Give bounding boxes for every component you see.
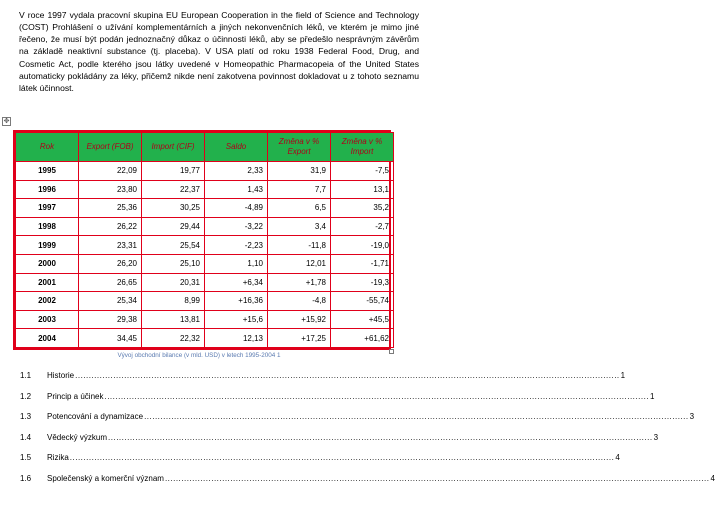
table-caption: Vývoj obchodní bilance (v mld. USD) v letech 1995-2004 1 [117, 352, 281, 359]
trade-balance-table-frame [13, 130, 391, 350]
toc-entry-number: 1.5 [20, 453, 32, 462]
value-cell: 3,4 [268, 217, 331, 236]
value-cell: 20,31 [142, 273, 205, 292]
value-cell: -19,3 [331, 273, 394, 292]
value-cell: 22,32 [142, 329, 205, 348]
table-body [16, 162, 394, 348]
column-header: Změna v % Import [331, 133, 394, 162]
year-cell: 1996 [16, 180, 79, 199]
toc-entry[interactable] [20, 453, 620, 474]
value-cell: 13,81 [142, 310, 205, 329]
table-move-handle-icon[interactable]: ✥ [3, 118, 10, 125]
table-row [16, 310, 394, 329]
toc-entry-page: 1 [650, 391, 655, 401]
table-row [16, 217, 394, 236]
value-cell: 34,45 [79, 329, 142, 348]
value-cell: 8,99 [142, 292, 205, 311]
table-header-row [16, 133, 394, 162]
value-cell: 25,34 [79, 292, 142, 311]
column-header: Změna v % Export [268, 133, 331, 162]
value-cell: 31,9 [268, 162, 331, 181]
toc-entry-number: 1.3 [20, 412, 32, 421]
value-cell: +1,78 [268, 273, 331, 292]
value-cell: +45,5 [331, 310, 394, 329]
toc-leader-dots: ........................................................................................................................................................................................................ [69, 453, 615, 462]
toc-entry-page: 4 [615, 453, 620, 462]
toc-entry-page: 4 [710, 473, 715, 483]
value-cell: 26,65 [79, 273, 142, 292]
value-cell: -2,23 [205, 236, 268, 255]
table-row [16, 273, 394, 292]
toc-entry[interactable] [20, 391, 655, 413]
toc-entry-title: Princip a účinek [47, 391, 104, 401]
value-cell: -3,22 [205, 217, 268, 236]
value-cell: +61,62 [331, 329, 394, 348]
value-cell: 12,01 [268, 254, 331, 273]
intro-paragraph: V roce 1997 vydala pracovní skupina EU European Cooperation in the field of Science and Technology (COST) Prohlášení o užívání komplementárních a jiných nekonvenčních léků, ve kterém je mimo jiné řečeno, že musí být podán jednoznačný důkaz o účinnosti léků, aby se předešlo nesprávným závěrům na základě neaktivní substance (tj. placeba). V USA platí od roku 1938 Federal Food, Drug, and Cosmetic Act, podle kterého jsou látky uvedené v Homeopathic Pharmacopeia of the United States automaticky pokládány za léky, přičemž nikde není zakotvena povinnost dokladovat u z tohoto seznamu látek účinnost. [19, 10, 419, 93]
table-row [16, 162, 394, 181]
value-cell: 25,36 [79, 199, 142, 218]
table-resize-handle-icon[interactable] [389, 349, 394, 354]
toc-entry-page: 3 [689, 412, 695, 421]
toc-leader-dots: ........................................................................................................................................................................................................ [75, 371, 620, 380]
value-cell: 25,10 [142, 254, 205, 273]
toc-entry-title: Rizika [47, 453, 69, 462]
value-cell: -55,74 [331, 292, 394, 311]
value-cell: 22,37 [142, 180, 205, 199]
value-cell: 6,5 [268, 199, 331, 218]
value-cell: 23,31 [79, 236, 142, 255]
column-header: Rok [16, 133, 79, 162]
toc-entry[interactable] [20, 412, 695, 433]
value-cell: 2,33 [205, 162, 268, 181]
value-cell: +15,6 [205, 310, 268, 329]
value-cell: -1,71 [331, 254, 394, 273]
value-cell: -4,89 [205, 199, 268, 218]
value-cell: -11,8 [268, 236, 331, 255]
year-cell: 1995 [16, 162, 79, 181]
value-cell: 29,38 [79, 310, 142, 329]
year-cell: 2000 [16, 254, 79, 273]
year-cell: 2003 [16, 310, 79, 329]
toc-entry-title: Společenský a komerční význam [47, 473, 164, 483]
year-cell: 2004 [16, 329, 79, 348]
value-cell: 30,25 [142, 199, 205, 218]
column-header: Saldo [205, 133, 268, 162]
year-cell: 2002 [16, 292, 79, 311]
value-cell: 26,20 [79, 254, 142, 273]
value-cell: +6,34 [205, 273, 268, 292]
value-cell: +15,92 [268, 310, 331, 329]
year-cell: 1999 [16, 236, 79, 255]
toc-entry-number: 1.4 [20, 432, 32, 442]
toc-entry-title: Historie [47, 371, 75, 380]
value-cell: 22,09 [79, 162, 142, 181]
table-row [16, 254, 394, 273]
value-cell: 13,1 [331, 180, 394, 199]
year-cell: 2001 [16, 273, 79, 292]
value-cell: 26,22 [79, 217, 142, 236]
toc-entry-page: 3 [653, 432, 659, 442]
toc-entry-number: 1.6 [20, 473, 32, 483]
value-cell: +16,36 [205, 292, 268, 311]
value-cell: 1,43 [205, 180, 268, 199]
toc-entry[interactable] [20, 432, 659, 454]
trade-balance-table [15, 132, 394, 348]
table-row [16, 236, 394, 255]
toc-entry[interactable] [20, 371, 626, 392]
value-cell: +17,25 [268, 329, 331, 348]
value-cell: 29,44 [142, 217, 205, 236]
toc-entry-title: Vědecký výzkum [47, 432, 108, 442]
value-cell: -7,5 [331, 162, 394, 181]
value-cell: 35,2 [331, 199, 394, 218]
year-cell: 1998 [16, 217, 79, 236]
value-cell: 23,80 [79, 180, 142, 199]
column-header: Import (CIF) [142, 133, 205, 162]
value-cell: 25,54 [142, 236, 205, 255]
value-cell: -19,0 [331, 236, 394, 255]
toc-entry-title: Potencování a dynamizace [47, 412, 144, 421]
value-cell: -4,8 [268, 292, 331, 311]
value-cell: -2,7 [331, 217, 394, 236]
table-row [16, 180, 394, 199]
toc-entry[interactable] [20, 473, 715, 495]
value-cell: 12,13 [205, 329, 268, 348]
toc-leader-dots: ........................................................................................................................................................................................................ [104, 391, 650, 401]
toc-entry-page: 1 [620, 371, 626, 380]
toc-leader-dots: ........................................................................................................................................................................................................ [144, 412, 689, 421]
toc-entry-number: 1.2 [20, 391, 32, 401]
value-cell: 19,77 [142, 162, 205, 181]
table-row [16, 329, 394, 348]
toc-entry-number: 1.1 [20, 371, 32, 380]
value-cell: 7,7 [268, 180, 331, 199]
column-header: Export (FOB) [79, 133, 142, 162]
toc-leader-dots: ........................................................................................................................................................................................................ [108, 432, 653, 442]
year-cell: 1997 [16, 199, 79, 218]
table-row [16, 199, 394, 218]
toc-leader-dots: ........................................................................................................................................................................................................ [164, 473, 710, 483]
table-row [16, 292, 394, 311]
value-cell: 1,10 [205, 254, 268, 273]
table-of-contents [20, 371, 715, 494]
